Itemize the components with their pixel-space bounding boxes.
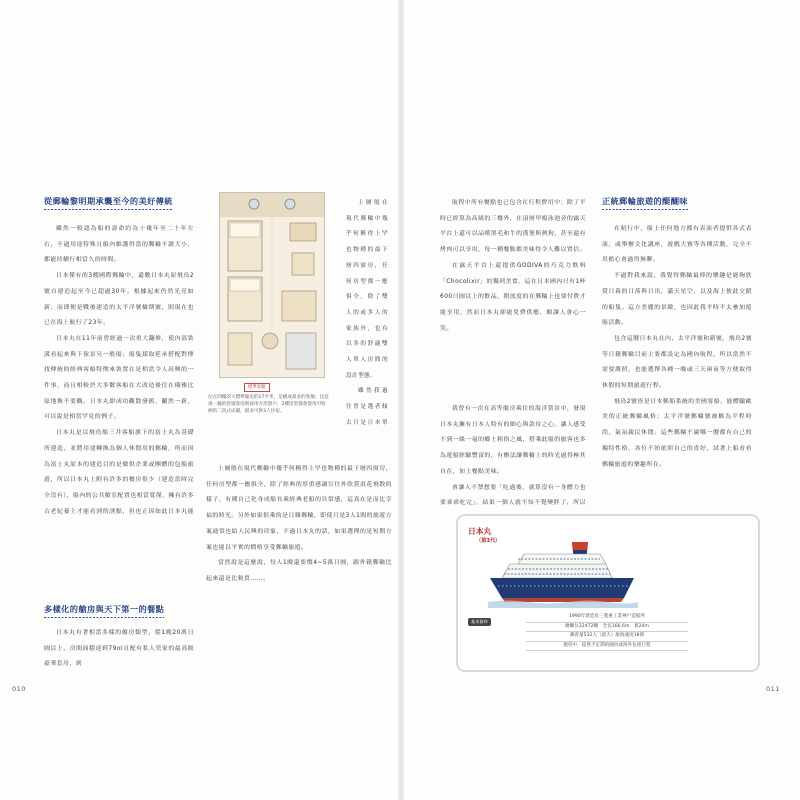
left-column-1-top: [44, 222, 194, 514]
section-heading-tradition: 從郵輪黎明期承襲至今的美好傳統: [44, 196, 173, 210]
page-number-right: 011: [766, 685, 780, 693]
paragraph: 日本丸是以飛鳥船三井客船旗下的富士丸為基礎所建造，並將用途轉換為個人休閒用的郵輪，所而因為富士丸原本的建造目的是做供企業或團體的包船旅遊，所以日本丸上附有許多的餐房很少（建造當時完全沒有），船內的公共艙室配置也相當寬僅，擁有許多古老紀養上才能看到的誘點，但也正因如此日本丸能: [44, 430, 194, 514]
paragraph: 會讓人不禁想要「吃過後、就算沒有一身體力也要乖乖吃完」，結果一個人就不知不覺變胖了，所以: [440, 484, 586, 507]
right-column-2: [602, 222, 752, 508]
spec-row: 1990年建造於三菱重工業神戶造船所: [526, 613, 688, 623]
paragraph: 不過對我來說，我覺得郵輪最棒的樂趣是能夠欣賞日暮的日落與日出，滿天星空，以及海上彼此交錯的船隻。這方美麗的景緻，也因此我平時不太參加遊船活動。: [602, 273, 752, 327]
paragraph: 雖然一般認為船的壽命約為十幾年至二十年左右，不過用途特殊且船內維護得當的郵輪不讀大小，都能持續行相當久的時間。: [44, 226, 194, 264]
left-column-1-bottom: [44, 626, 194, 690]
left-column-2-bottom: [206, 462, 392, 692]
spec-row: 服役中，提供不定期的國內或海外包租行程: [526, 642, 688, 652]
right-column-1-bottom: [440, 402, 586, 508]
paragraph: 我曾有一次在高等艙房乘住的海洋賞景中，發現日本丸擁有日本人特有的細心與款待之心，讓人感受不到一絲一毫的鄉土粗俗之風，搭乘此船的旅客也多為遊船經驗豐富的，有辦法讓郵輪上的時光過得極其自在，加上餐點美味。: [440, 406, 586, 475]
section-heading-cabins: 多樣化的艙房與天下第一的餐點: [44, 604, 164, 618]
spec-label-tag: 基本資料: [468, 618, 491, 626]
paragraph: 上圖般在現代郵輪中幾乎何稱得上罕也物種的最下層四窗房，任何房型都一應俱全，除了雙人的或多人的家族外，也有以多的舒適雙人單人房間的設計型態。: [346, 200, 388, 379]
paragraph: 上圖般在現代郵輪中幾乎何稱得上罕也物種的最下層四窗房，任何房型都一應俱全，除了經典的厚重感調宣往外欣賞浪花飛散的樣子，有種自己化身成船長乘經典老船的貝常感，這真在是而比幸福的時光。另外如果很乘的是日雜郵輪，即使只是3人1間的旅遊方案通常也給人民興的印象，不過日本丸的話，如果選擇的是短期方案也能以平實的價格享受郵輪旅遊。: [206, 466, 392, 551]
ship-spec-table: [526, 613, 688, 651]
section-heading-cruise-joy: 正統郵輪旅遊的醍醐味: [602, 196, 688, 210]
paragraph: 航程中所有餐點也已包含在行程費用中；除了平時已經算為高級的三餐外，在頂層甲板泳池旁的露天平台上還可以品嚐黑毛和牛的漢堡與熱狗，甚至還有烤肉可以享用，每一種餐點都美味得令人難以置信。: [440, 200, 586, 254]
ship-name: 日本丸: [468, 527, 492, 536]
ship-info-card: [456, 514, 760, 672]
spec-row: 總噸位22472噸 全長166.6m 寬24m: [526, 623, 688, 633]
paragraph: 日本丸在11年前曾經過一次重大翻修，使內部裝潢看起來與下傢景另一般船；船隻採取延承搭配對傳找傳統的經典客船特徵來裝置在是相當令人高興的一件事，而且相較於大多數客船在大改造後住在優雅比原地換不要觀，日本丸即成功觀散發舊，儼然一新，可以說是相當罕見的例子。: [44, 335, 194, 421]
paragraph: 在露天平台上還提供GODIVA的巧克力飲料「Chocolixir」的獨到美食，這在日本國內只有1杯600日圓以上的飲品，開放度的在郵輪上也要付費才能享用，然而日本丸卻能免費供應，頗讓人會心一笑。: [440, 262, 586, 332]
cabin-illustration: [219, 192, 325, 378]
paragraph: 在航行中，船上任何地方都有表演者提供各式表演，或舉辦文化講座，遊戲大賽等各種活動，完全不用擔心會過得無聊。: [602, 226, 752, 264]
left-column-2-narrow: [346, 196, 388, 426]
spec-row: 載客量532人（最大）航海速度18節: [526, 632, 688, 642]
paragraph: 雖然我過往曾是選者傾去只是日本單: [346, 388, 388, 426]
page-number-left: 010: [12, 685, 26, 693]
paragraph: 日本丸有著相當多樣的艙房類型，從1晚20萬日圓以上，房間面積達到79㎡且配有私人管家的最高級豪華套房，到: [44, 630, 194, 668]
ship-illustration: [488, 538, 638, 614]
cabin-drawing: [220, 193, 324, 377]
paragraph: 飛鳥2號皆是日本郵船系統的美國客船，能體驗歐美的正統郵輪風格；太平洋號郵輪號被稱為平程時尚，氣氛親民休閒。這些郵輪不論哪一艘都有自己的獨特性格，各位不妨依照自己的喜好，試著上船看看郵輪旅遊的樂趣所在。: [602, 398, 752, 468]
paragraph: 當然說是這麼說，每人1晚還要價4~5萬日圓，跟外籍郵輪比起來還是比較貴……。: [206, 560, 392, 582]
page-gutter: [398, 0, 404, 800]
paragraph: 包含這艘日本丸在內，太平洋號和新號，飛鳥2號等日籍郵輪目前主要都設定為國內航程，所以當然不需要護照，也能選擇各種一晚或三天兩夜等方便取得休假的短期旅遊行程。: [602, 335, 752, 390]
ship-generation: （第3代）: [476, 538, 501, 544]
cabin-caption: 位在四樓的大標準艙房的17平米，是構成最多的客艙；比這再一級的舒適客房則採用方形窗戶，2種房型都會使用可收納的二段式床鋪，最多可供3人住宿。: [208, 395, 329, 415]
right-column-1-top: [440, 196, 586, 396]
cabin-type-tag: 標準客艙: [244, 383, 270, 392]
paragraph: 日本僅有的3艘國際郵輪中，還數日本丸原飛鳥2號自建造起至今已超過30年。根據起來仍然光亮如新；而即便是戰後建造的太平洋號輪期號，則現在也已在海上航行了23年。: [44, 273, 194, 327]
